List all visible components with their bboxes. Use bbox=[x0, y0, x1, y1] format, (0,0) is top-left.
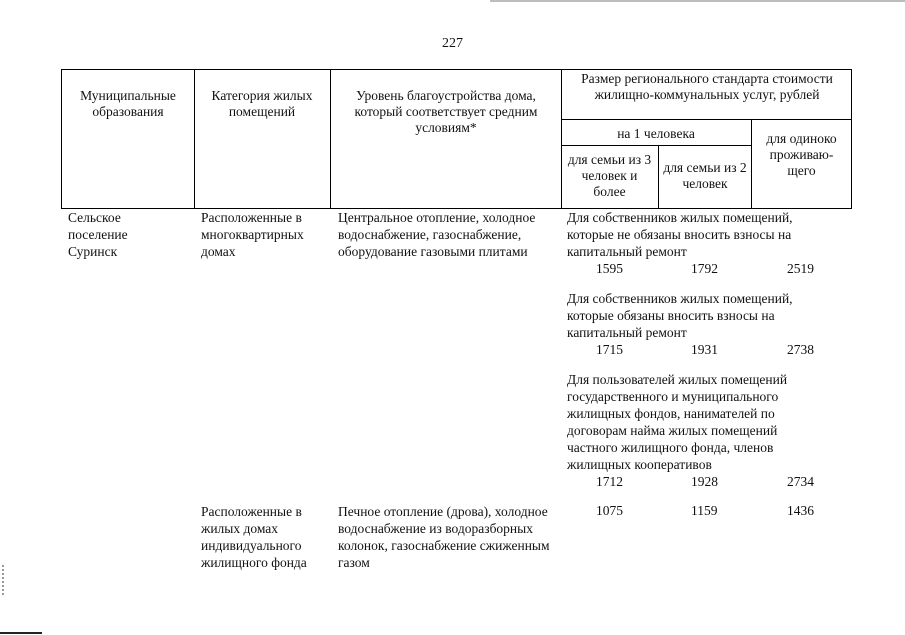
row1-level: Центральное отопление, холодное водоснабжение, газоснабжение, оборудование газовыми плитами bbox=[338, 210, 536, 259]
header-col-divider bbox=[751, 119, 752, 209]
group2-label: Для собственников жилых помещений, которые обязаны вносить взносы на капитальный ремонт bbox=[567, 291, 793, 340]
header-family3: для семьи из 3 человек и более bbox=[567, 152, 652, 199]
header-level: Уровень благоустройства дома, который соответствует средним условиям* bbox=[354, 88, 538, 135]
top-scan-line bbox=[490, 0, 905, 2]
header-left-border bbox=[61, 69, 62, 209]
header-right-border bbox=[851, 69, 852, 209]
header-col-divider bbox=[330, 69, 331, 209]
bottom-scan-line bbox=[0, 632, 42, 634]
group1-value-family3: 1595 bbox=[596, 261, 623, 276]
group3-label: Для пользователей жилых помещений государственного и муниципального жилищных фондов, нанимателей по договорам найма жилых помещений частного жилищного фонда, членов жилищных кооперативов bbox=[567, 372, 788, 472]
group2-value-family3: 1715 bbox=[596, 342, 623, 357]
header-single: для одиноко проживаю- щего bbox=[766, 131, 837, 178]
group3-value-single: 2734 bbox=[787, 474, 814, 489]
header-col-divider bbox=[194, 69, 195, 209]
group1-value-single: 2519 bbox=[787, 261, 814, 276]
group2-value-family2: 1931 bbox=[691, 342, 718, 357]
scan-edge-marks bbox=[2, 565, 10, 595]
header-per-person: на 1 человека bbox=[617, 126, 695, 141]
row2-level: Печное отопление (дрова), холодное водоснабжение из водоразборных колонок, газоснабжение сжиженным газом bbox=[338, 504, 550, 570]
table-header bbox=[61, 69, 852, 209]
row1-category: Расположенные в многоквартирных домах bbox=[201, 210, 304, 259]
group1-label: Для собственников жилых помещений, которые не обязаны вносить взносы на капитальный ремонт bbox=[567, 210, 793, 259]
header-row-divider bbox=[561, 145, 752, 146]
page-number: 227 bbox=[442, 36, 463, 51]
row2-value-family2: 1159 bbox=[691, 503, 718, 518]
header-family2: для семьи из 2 человек bbox=[663, 160, 747, 191]
group2-value-single: 2738 bbox=[787, 342, 814, 357]
row2-value-family3: 1075 bbox=[596, 503, 623, 518]
header-top-border bbox=[61, 69, 852, 70]
row2-category: Расположенные в жилых домах индивидуального жилищного фонда bbox=[201, 504, 307, 570]
group1-value-family2: 1792 bbox=[691, 261, 718, 276]
group3-value-family2: 1928 bbox=[691, 474, 718, 489]
header-col-divider bbox=[658, 145, 659, 209]
header-row-divider bbox=[561, 119, 852, 120]
row1-municipality: Сельское поселение Суринск bbox=[68, 210, 128, 259]
row2-value-single: 1436 bbox=[787, 503, 814, 518]
header-size: Размер регионального стандарта стоимости жилищно-коммунальных услуг, рублей bbox=[581, 71, 833, 102]
header-col-divider bbox=[561, 69, 562, 209]
header-category: Категория жилых помещений bbox=[211, 88, 313, 119]
header-municipal: Муниципальные образования bbox=[80, 88, 176, 119]
group3-value-family3: 1712 bbox=[596, 474, 623, 489]
